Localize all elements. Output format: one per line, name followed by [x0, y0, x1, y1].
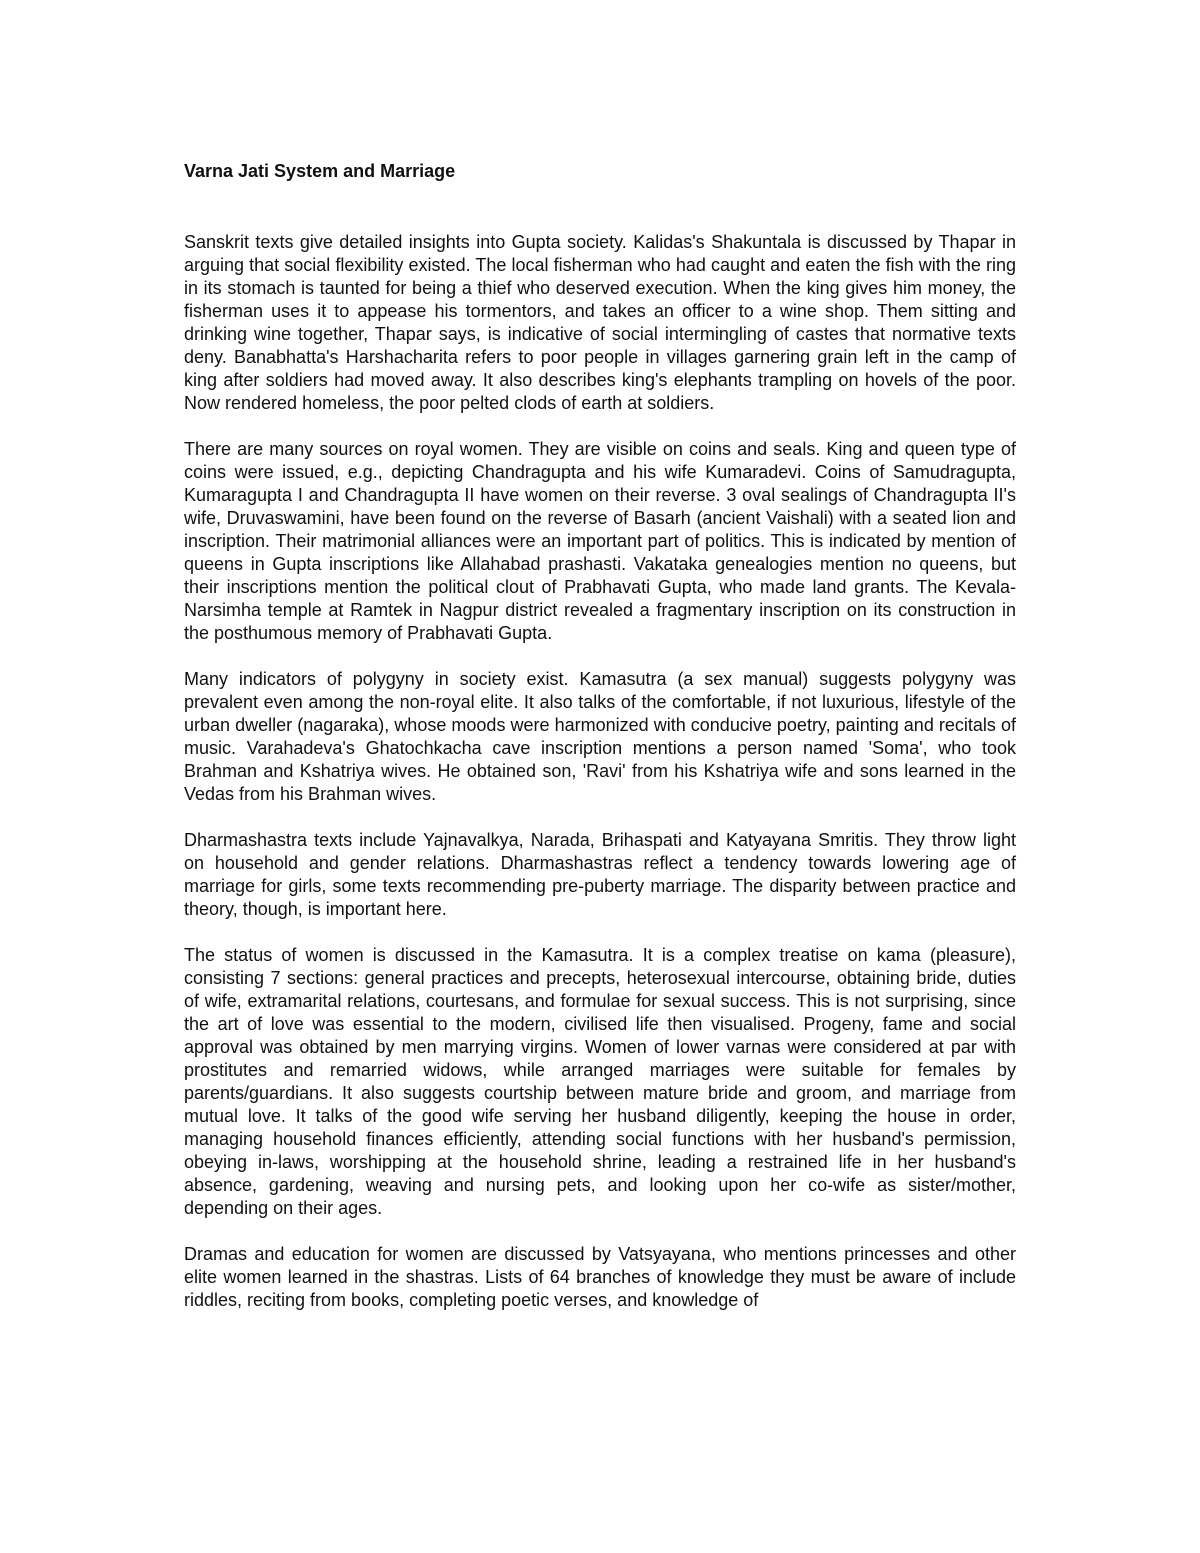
document-title: Varna Jati System and Marriage — [184, 161, 456, 181]
paragraph-royal-women: There are many sources on royal women. They are visible on coins and seals. King and queen type of coins were issued, e.g., depicting Chandragupta and his wife Kumaradevi. Coins of Samudragupta, Kumaragupta I and Chandragupta II have women on their reverse. 3 oval sealings of Chandragupta II's wife, Druvaswamini, have been found on the reverse of Basarh (ancient Vaishali) with a seated lion and inscription. Their matrimonial alliances were an important part of politics. This is indicated by mention of queens in Gupta inscriptions like Allahabad prashasti. Vakataka genealogies mention no queens, but their inscriptions mention the political clout of Prabhavati Gupta, who made land grants. The Kevala-Narsimha temple at Ramtek in Nagpur district revealed a fragmentary inscription on its construction in the posthumous memory of Prabhavati Gupta. — [184, 439, 1016, 643]
paragraph-dramas-education: Dramas and education for women are discussed by Vatsyayana, who mentions princesses and other elite women learned in the shastras. Lists of 64 branches of knowledge they must be aware of include riddles, reciting from books, completing poetic verses, and knowledge of — [184, 1244, 1016, 1310]
document-body — [184, 160, 1016, 1335]
paragraph-polygyny: Many indicators of polygyny in society exist. Kamasutra (a sex manual) suggests polygyny was prevalent even among the non-royal elite. It also talks of the comfortable, if not luxurious, lifestyle of the urban dweller (nagaraka), whose moods were harmonized with conducive poetry, painting and recitals of music. Varahadeva's Ghatochkacha cave inscription mentions a person named 'Soma', who took Brahman and Kshatriya wives. He obtained son, 'Ravi' from his Kshatriya wife and sons learned in the Vedas from his Brahman wives. — [184, 669, 1016, 804]
paragraph-dharmashastra: Dharmashastra texts include Yajnavalkya, Narada, Brihaspati and Katyayana Smritis. They throw light on household and gender relations. Dharmashastras reflect a tendency towards lowering age of marriage for girls, some texts recommending pre-puberty marriage. The disparity between practice and theory, though, is important here. — [184, 830, 1016, 919]
paragraph-social-flexibility: Sanskrit texts give detailed insights into Gupta society. Kalidas's Shakuntala is discussed by Thapar in arguing that social flexibility existed. The local fisherman who had caught and eaten the fish with the ring in its stomach is taunted for being a thief who deserved execution. When the king gives him money, the fisherman uses it to appease his tormentors, and takes an officer to a wine shop. Them sitting and drinking wine together, Thapar says, is indicative of social intermingling of castes that normative texts deny. Banabhatta's Harshacharita refers to poor people in villages garnering grain left in the camp of king after soldiers had moved away. It also describes king's elephants trampling on hovels of the poor. Now rendered homeless, the poor pelted clods of earth at soldiers. — [184, 232, 1016, 413]
paragraph-kamasutra-status: The status of women is discussed in the Kamasutra. It is a complex treatise on kama (pleasure), consisting 7 sections: general practices and precepts, heterosexual intercourse, obtaining bride, duties of wife, extramarital relations, courtesans, and formulae for sexual success. This is not surprising, since the art of love was essential to the modern, civilised life then visualised. Progeny, fame and social approval was obtained by men marrying virgins. Women of lower varnas were considered at par with prostitutes and remarried widows, while arranged marriages were suitable for females by parents/guardians. It also suggests courtship between mature bride and groom, and marriage from mutual love. It talks of the good wife serving her husband diligently, keeping the house in order, managing household finances efficiently, attending social functions with her husband's permission, obeying in-laws, worshipping at the household shrine, leading a restrained life in her husband's absence, gardening, weaving and nursing pets, and looking upon her co-wife as sister/mother, depending on their ages. — [184, 945, 1016, 1218]
